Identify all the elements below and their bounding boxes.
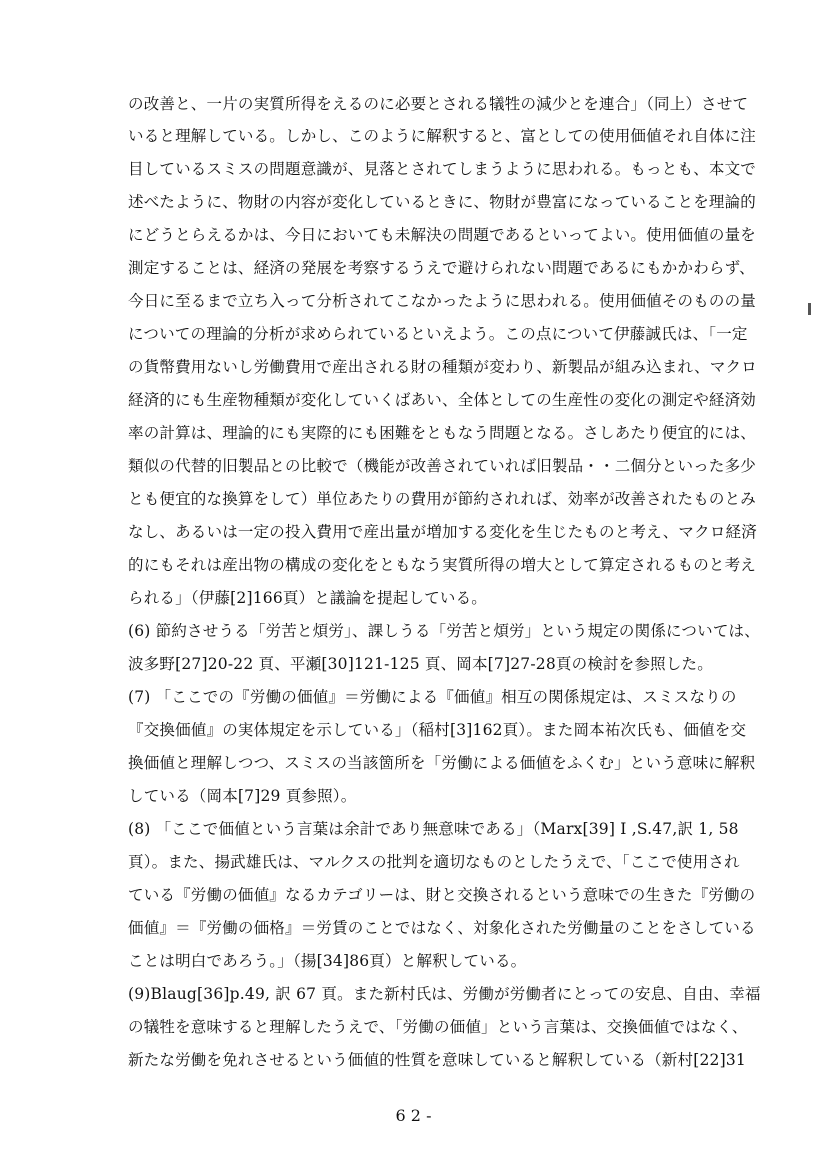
text-line: 経済的にも生産物種類が変化していくばあい、全体としての生産性の変化の測定や経済効 <box>128 391 757 409</box>
text-line: ことは明白であろう。」（揚[34]86頁）と解釈している。 <box>128 952 527 970</box>
text-line: 価値』＝『労働の価格』＝労賃のことではなく、対象化された労働量のことをさしている <box>128 919 756 937</box>
text-line: 波多野[27]20-22 頁、平瀬[30]121-125 頁、岡本[7]27-28頁の検討を参照した。 <box>128 655 713 673</box>
text-line: 率の計算は、理論的にも実際的にも困難をともなう問題となる。さしあたり便宜的には、 <box>128 424 757 442</box>
text-line: 今日に至るまで立ち入って分析されてこなかったように思われる。使用価値そのものの量 <box>128 292 757 310</box>
text-line: している（岡本[7]29 頁参照）。 <box>128 787 357 805</box>
note-9-line: (9)Blaug[36]p.49, 訳 67 頁。また新村氏は、労働が労働者にとっての安息、自由、幸福 <box>128 985 761 1003</box>
text-line: とも便宜的な換算をして）単位あたりの費用が節約されれば、効率が改善されたものとみ <box>128 490 757 508</box>
text-line: なし、あるいは一定の投入費用で産出量が増加する変化を生じたものと考え、マクロ経済 <box>128 523 757 541</box>
text-line: についての理論的分析が求められているといえよう。この点について伊藤誠氏は、「一定 <box>128 325 748 343</box>
text-line: 的にもそれは産出物の構成の変化をともなう実質所得の増大として算定されるものと考え <box>128 556 757 574</box>
text-line: 述べたように、物財の内容が変化しているときに、物財が豊富になっていることを理論的 <box>128 193 757 211</box>
note-7-line: (7) 「ここでの『労働の価値』＝労働による『価値』相互の関係規定は、スミスなりの <box>128 688 737 706</box>
text-line: 目しているスミスの問題意識が、見落とされてしまうように思われる。もっとも、本文で <box>128 160 757 178</box>
text-line: の貨幣費用ないし労働費用で産出される財の種類が変わり、新製品が組み込まれ、マクロ <box>128 358 757 376</box>
text-line: 『交換価値』の実体規定を示している」（稲村[3]162頁）。また岡本祐次氏も、価値を交 <box>128 721 747 739</box>
text-line: 測定することは、経済の発展を考察するうえで避けられない問題であるにもかかわらず、 <box>128 259 755 277</box>
page-number: 6 2 - <box>395 1106 432 1125</box>
text-line: 換価値と理解しつつ、スミスの当該箇所を「労働による価値をふくむ」という意味に解釈 <box>128 754 756 772</box>
text-line: いると理解している。しかし、このように解釈すると、富としての使用価値それ自体に注 <box>128 127 757 145</box>
text-line: にどうとらえるかは、今日においても未解決の問題であるといってよい。使用価値の量を <box>128 226 757 244</box>
text-line: の犠牲を意味すると理解したうえで、「労働の価値」という言葉は、交換価値ではなく、 <box>128 1018 748 1036</box>
text-line: られる」（伊藤[2]166頁）と議論を提起している。 <box>128 589 487 607</box>
margin-mark <box>808 303 811 315</box>
note-8-line: (8) 「ここで価値という言葉は余計であり無意味である」（Marx[39] I ,S.47,訳 1, 58 <box>128 820 739 838</box>
text-line: 頁）。また、揚武雄氏は、マルクスの批判を適切なものとしたうえで、「ここで使用され <box>128 853 740 871</box>
note-6-line: (6) 節約させうる「労苦と煩労」、課しうる「労苦と煩労」という規定の関係については、 <box>128 622 760 640</box>
text-line: 新たな労働を免れさせるという価値的性質を意味していると解釈している（新村[22]31 <box>128 1051 746 1069</box>
text-line: ている『労働の価値』なるカテゴリーは、財と交換されるという意味での生きた『労働の <box>128 886 756 904</box>
text-line: の改善と、一片の実質所得をえるのに必要とされる犠牲の減少とを連合」（同上）させて <box>128 95 749 113</box>
text-line: 類似の代替的旧製品との比較で（機能が改善されていれば旧製品・・二個分といった多少 <box>128 457 757 475</box>
